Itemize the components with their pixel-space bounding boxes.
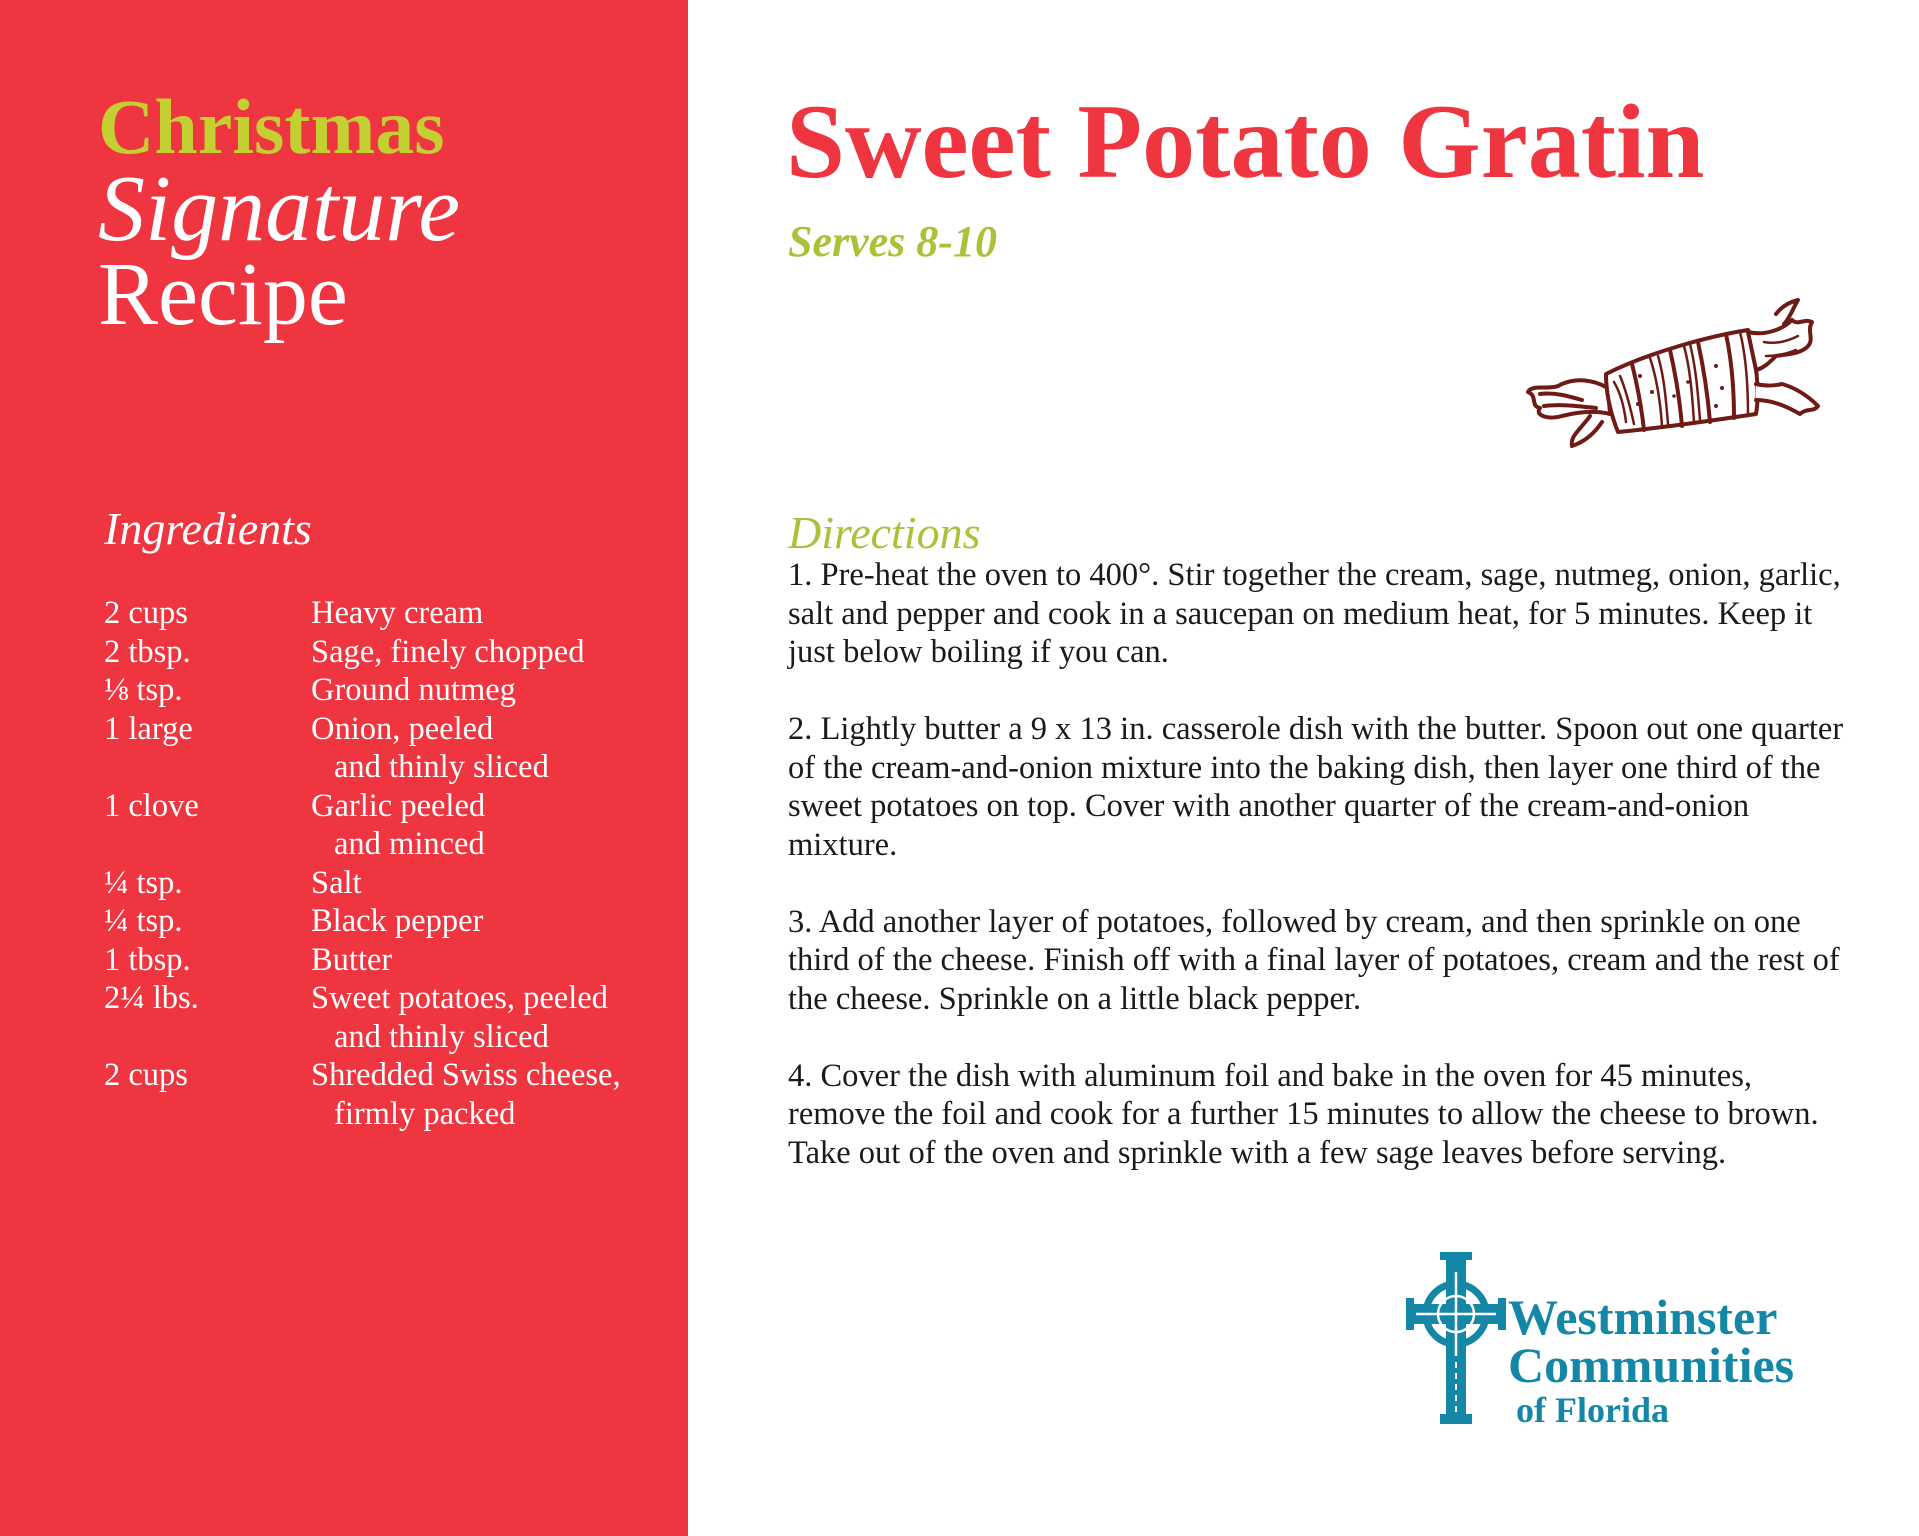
- ingredient-quantity: ¼ tsp.: [104, 864, 183, 901]
- ingredient-row: [104, 594, 664, 633]
- ingredient-name-line: Garlic peeled: [311, 787, 486, 824]
- ingredient-name: [311, 979, 664, 1056]
- ingredient-quantity: 1 tbsp.: [104, 941, 191, 978]
- westminster-logo: [1406, 1252, 1826, 1430]
- ingredient-quantity: ¼ tsp.: [104, 903, 183, 939]
- ingredient-name-continuation: and thinly sliced: [334, 1018, 549, 1055]
- ingredient-row: [104, 979, 664, 1056]
- direction-step: 2. Lightly butter a 9 x 13 in. casserole dish with the butter. Spoon out one quarter of the cream-and-onion mixture into the baking dish, then layer one third of the sweet potatoes on top. Cover with another quarter of the cream-and-onion mixture.: [788, 711, 1844, 863]
- ingredient-row: [104, 1056, 664, 1133]
- ingredient-name: [311, 594, 664, 633]
- direction-step: 1. Pre-heat the oven to 400°. Stir together the cream, sage, nutmeg, onion, garlic, salt and pepper and cook in a saucepan on medium heat, for 5 minutes. Keep it just below boiling if you can.: [788, 557, 1841, 670]
- ingredient-name-line: Ground nutmeg: [311, 672, 516, 708]
- brand-christmas: Christmas: [98, 83, 445, 170]
- ingredient-list: [104, 594, 664, 1133]
- ingredient-name-continuation: and thinly sliced: [334, 749, 549, 785]
- serves-label: Serves 8-10: [788, 217, 997, 266]
- ingredient-quantity: 2 cups: [104, 595, 188, 631]
- ingredients-heading: Ingredients: [104, 503, 312, 554]
- ingredient-row: [104, 864, 664, 903]
- ingredient-name-line: Heavy cream: [311, 595, 484, 631]
- ingredient-quantity: 2 cups: [104, 1057, 188, 1093]
- ingredient-quantity: ⅛ tsp.: [104, 672, 183, 708]
- logo-line-florida: of Florida: [1516, 1390, 1669, 1430]
- ingredient-name: [311, 787, 664, 864]
- brand-title: [98, 83, 461, 344]
- candy-icon: [1520, 296, 1820, 466]
- ingredient-name: [311, 1056, 664, 1133]
- ingredient-name-continuation: firmly packed: [334, 1095, 516, 1132]
- ingredient-row: [104, 710, 664, 787]
- ingredient-name-continuation: and minced: [334, 826, 485, 862]
- ingredient-name: [311, 864, 664, 903]
- celtic-cross-icon: [1406, 1252, 1506, 1424]
- ingredient-name: [311, 671, 664, 710]
- direction-step: 3. Add another layer of potatoes, followed by cream, and then sprinkle on one third of the cheese. Finish off with a final layer of potatoes, cream and the rest of the cheese. Sprinkle on a little black pepper.: [788, 903, 1840, 1017]
- directions-heading: Directions: [788, 507, 981, 558]
- ingredient-quantity: 1 large: [104, 710, 193, 747]
- ingredient-row: [104, 902, 664, 941]
- ingredient-name-line: Black pepper: [311, 903, 484, 939]
- ingredient-quantity: 1 clove: [104, 787, 199, 824]
- ingredient-row: [104, 671, 664, 710]
- ingredient-name: [311, 941, 664, 980]
- ingredient-name-line: Sweet potatoes, peeled: [311, 980, 608, 1016]
- ingredient-row: [104, 633, 664, 672]
- directions-list: [788, 556, 1848, 1211]
- ingredient-row: [104, 787, 664, 864]
- ingredient-name-line: Salt: [311, 864, 362, 901]
- ingredient-name-line: Shredded Swiss cheese,: [311, 1057, 621, 1093]
- direction-step: 4. Cover the dish with aluminum foil and bake in the oven for 45 minutes, remove the foil and cook for a further 15 minutes to allow the cheese to brown. Take out of the oven and sprinkle with a few sage leaves before serving.: [788, 1057, 1819, 1171]
- ingredient-quantity: 2¼ lbs.: [104, 980, 199, 1016]
- logo-line-communities: Communities: [1508, 1337, 1795, 1393]
- brand-signature: Signature: [98, 157, 461, 261]
- ingredient-row: [104, 941, 664, 980]
- ingredient-name: [311, 710, 664, 787]
- ingredient-name: [311, 902, 664, 941]
- ingredient-quantity: 2 tbsp.: [104, 633, 191, 670]
- ingredient-name: [311, 633, 664, 672]
- logo-text: [1508, 1289, 1795, 1430]
- ingredient-name-line: Sage, finely chopped: [311, 633, 585, 670]
- logo-line-westminster: Westminster: [1508, 1289, 1778, 1345]
- recipe-title: Sweet Potato Gratin: [786, 83, 1705, 200]
- brand-recipe: Recipe: [98, 245, 348, 344]
- ingredient-name-line: Butter: [311, 941, 393, 978]
- ingredient-name-line: Onion, peeled: [311, 710, 494, 747]
- left-panel: [0, 0, 688, 1536]
